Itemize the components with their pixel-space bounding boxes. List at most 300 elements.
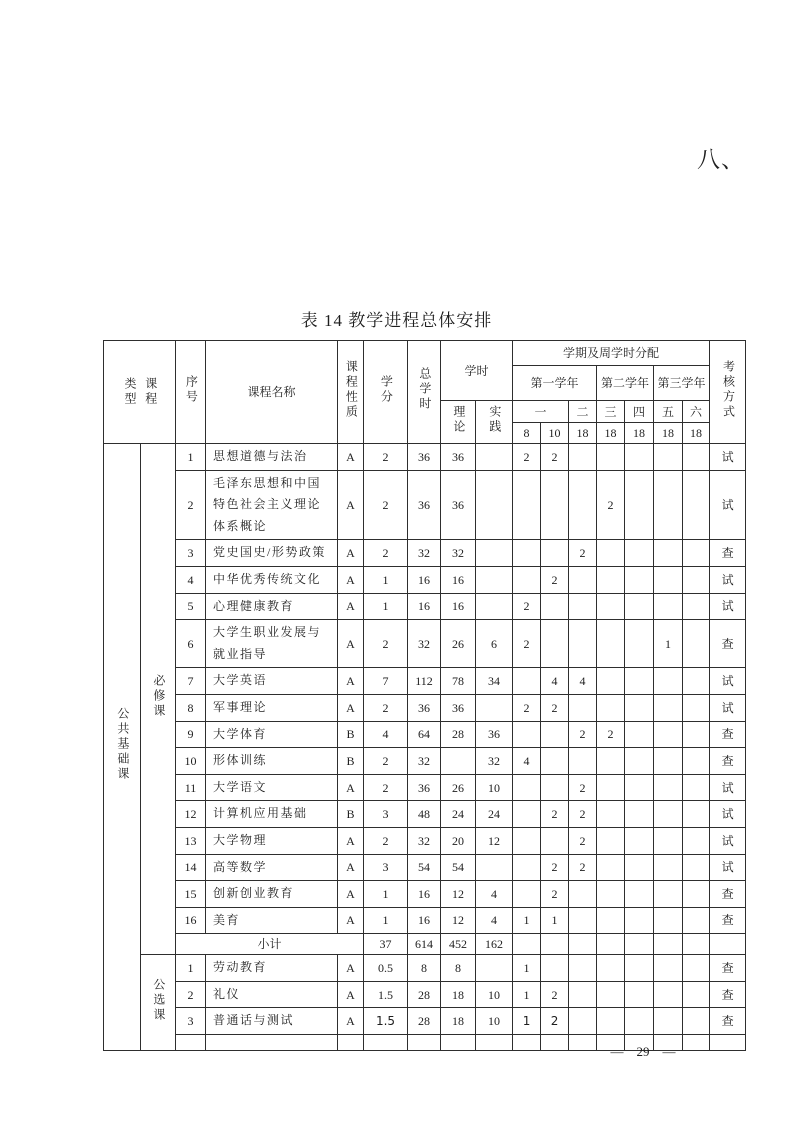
- cell-practice-hours: 10: [476, 774, 513, 801]
- cell-semester-hours: 1: [513, 907, 541, 934]
- cell-no: 7: [176, 668, 206, 695]
- cell-semester-hours: [625, 881, 654, 908]
- cell-no: 9: [176, 721, 206, 748]
- cell-course-name: 大学英语: [206, 668, 338, 695]
- cell-semester-hours: [625, 955, 654, 982]
- cell-semester-hours: [683, 593, 710, 620]
- cell-empty: [408, 1035, 441, 1051]
- cell-exam: 试: [710, 801, 746, 828]
- cell-no: 1: [176, 444, 206, 471]
- cell-exam: 试: [710, 854, 746, 881]
- category-cell-label: 公共基础课: [115, 707, 130, 783]
- cell-semester-hours: [625, 854, 654, 881]
- cell-total-hours: 64: [408, 721, 441, 748]
- table-row: [104, 470, 746, 540]
- cell-theory-hours: 54: [441, 854, 476, 881]
- cell-semester-hours: [541, 748, 569, 775]
- cell-no: 10: [176, 748, 206, 775]
- section-heading: 八、: [697, 147, 745, 172]
- cell-no: 3: [176, 1008, 206, 1035]
- cell-semester-hours: [683, 668, 710, 695]
- cell-semester-hours: [569, 907, 597, 934]
- table-body: [104, 444, 746, 1051]
- cell-exam: 试: [710, 444, 746, 471]
- cell-exam: 试: [710, 668, 746, 695]
- cell-course-name: 大学语文: [206, 774, 338, 801]
- cell-semester-hours: [654, 748, 683, 775]
- header-no: 序号: [176, 341, 206, 444]
- cell-semester-hours: [654, 981, 683, 1008]
- cell-semester-hours: [625, 721, 654, 748]
- cell-semester-hours: [683, 444, 710, 471]
- cell-credits: 2: [364, 470, 408, 540]
- cell-credits: 3: [364, 854, 408, 881]
- cell-semester-hours: [625, 470, 654, 540]
- cell-semester-hours: [683, 934, 710, 955]
- header-weeks-5: 18: [625, 423, 654, 444]
- cell-semester-hours: [597, 566, 625, 593]
- cell-semester-hours: 4: [513, 748, 541, 775]
- cell-semester-hours: 2: [513, 444, 541, 471]
- header-exam-method: 考核方式: [710, 341, 746, 444]
- cell-semester-hours: [654, 854, 683, 881]
- header-weeks-3: 18: [569, 423, 597, 444]
- cell-course-name: 创新创业教育: [206, 881, 338, 908]
- cell-semester-hours: [625, 801, 654, 828]
- cell-nature: A: [338, 540, 364, 567]
- cell-semester-hours: [683, 981, 710, 1008]
- group-cell: [141, 444, 176, 955]
- cell-exam: 试: [710, 566, 746, 593]
- cell-semester-hours: 2: [569, 774, 597, 801]
- header-category-type: 类型: [123, 377, 137, 407]
- cell-course-name: 劳动教育: [206, 955, 338, 982]
- cell-no: 8: [176, 694, 206, 721]
- cell-practice-hours: [476, 470, 513, 540]
- cell-no: 4: [176, 566, 206, 593]
- header-row-1: [104, 341, 746, 366]
- cell-semester-hours: [625, 620, 654, 668]
- cell-nature: A: [338, 827, 364, 854]
- cell-theory-hours: 16: [441, 566, 476, 593]
- cell-practice-hours: [476, 854, 513, 881]
- cell-nature: A: [338, 620, 364, 668]
- cell-credits: 1: [364, 593, 408, 620]
- cell-course-name: 高等数学: [206, 854, 338, 881]
- cell-credits: 4: [364, 721, 408, 748]
- header-course-category: [104, 341, 176, 444]
- cell-semester-hours: 1: [513, 1008, 541, 1035]
- cell-no: 6: [176, 620, 206, 668]
- cell-practice-hours: 162: [476, 934, 513, 955]
- cell-credits: 2: [364, 748, 408, 775]
- cell-semester-hours: [683, 955, 710, 982]
- cell-semester-hours: [683, 801, 710, 828]
- cell-semester-hours: [625, 827, 654, 854]
- cell-nature: A: [338, 593, 364, 620]
- cell-exam: 试: [710, 774, 746, 801]
- cell-semester-hours: [654, 540, 683, 567]
- cell-semester-hours: [654, 566, 683, 593]
- cell-nature: B: [338, 721, 364, 748]
- cell-course-name: 思想道德与法治: [206, 444, 338, 471]
- cell-no: 2: [176, 981, 206, 1008]
- cell-semester-hours: [513, 881, 541, 908]
- cell-semester-hours: [654, 444, 683, 471]
- cell-practice-hours: [476, 694, 513, 721]
- table-row: [104, 827, 746, 854]
- cell-course-name: 军事理论: [206, 694, 338, 721]
- cell-course-name: 心理健康教育: [206, 593, 338, 620]
- cell-semester-hours: 2: [541, 566, 569, 593]
- cell-exam: 查: [710, 721, 746, 748]
- cell-no: 15: [176, 881, 206, 908]
- cell-semester-hours: [597, 593, 625, 620]
- footer-dash-right: —: [662, 1044, 676, 1059]
- cell-total-hours: 8: [408, 955, 441, 982]
- cell-nature: A: [338, 566, 364, 593]
- cell-credits: 2: [364, 620, 408, 668]
- cell-semester-hours: [625, 540, 654, 567]
- cell-semester-hours: [541, 540, 569, 567]
- cell-semester-hours: 2: [597, 721, 625, 748]
- cell-practice-hours: 4: [476, 907, 513, 934]
- cell-empty: [441, 1035, 476, 1051]
- cell-no: 2: [176, 470, 206, 540]
- cell-semester-hours: [625, 1008, 654, 1035]
- header-weeks-4: 18: [597, 423, 625, 444]
- cell-semester-hours: [569, 934, 597, 955]
- table-row: [104, 566, 746, 593]
- cell-total-hours: 54: [408, 854, 441, 881]
- cell-semester-hours: 2: [541, 444, 569, 471]
- cell-credits: 2: [364, 444, 408, 471]
- cell-semester-hours: [569, 1008, 597, 1035]
- cell-semester-hours: [597, 801, 625, 828]
- cell-semester-hours: [683, 566, 710, 593]
- cell-course-name: 形体训练: [206, 748, 338, 775]
- cell-semester-hours: [683, 774, 710, 801]
- cell-semester-hours: 2: [541, 854, 569, 881]
- header-year-2: 第二学年: [597, 366, 654, 401]
- table-row: [104, 1008, 746, 1035]
- header-year-1: 第一学年: [513, 366, 597, 401]
- header-practice: 实践: [476, 401, 513, 444]
- cell-theory-hours: 36: [441, 470, 476, 540]
- cell-semester-hours: [569, 620, 597, 668]
- cell-credits: 2: [364, 694, 408, 721]
- cell-semester-hours: 2: [541, 981, 569, 1008]
- cell-semester-hours: [683, 470, 710, 540]
- cell-total-hours: 112: [408, 668, 441, 695]
- table-row: [104, 881, 746, 908]
- header-weeks-6: 18: [654, 423, 683, 444]
- cell-nature: A: [338, 694, 364, 721]
- header-category-course: 课程: [143, 377, 158, 407]
- cell-exam: 试: [710, 827, 746, 854]
- cell-practice-hours: 10: [476, 981, 513, 1008]
- cell-nature: A: [338, 774, 364, 801]
- header-semester-3: 三: [597, 401, 625, 423]
- cell-semester-hours: 2: [569, 540, 597, 567]
- cell-semester-hours: [625, 566, 654, 593]
- cell-credits: 0.5: [364, 955, 408, 982]
- cell-semester-hours: [654, 694, 683, 721]
- cell-semester-hours: 2: [597, 470, 625, 540]
- cell-theory-hours: 12: [441, 907, 476, 934]
- cell-semester-hours: [569, 470, 597, 540]
- cell-semester-hours: [597, 774, 625, 801]
- cell-nature: A: [338, 1008, 364, 1035]
- table-row: [104, 907, 746, 934]
- table-row: [104, 955, 746, 982]
- cell-theory-hours: 18: [441, 1008, 476, 1035]
- cell-empty: [176, 1035, 206, 1051]
- cell-semester-hours: [625, 774, 654, 801]
- cell-semester-hours: [654, 801, 683, 828]
- cell-credits: 1: [364, 566, 408, 593]
- cell-practice-hours: [476, 444, 513, 471]
- cell-semester-hours: [569, 444, 597, 471]
- header-semester-6: 六: [683, 401, 710, 423]
- cell-semester-hours: 2: [541, 1008, 569, 1035]
- cell-semester-hours: [569, 981, 597, 1008]
- cell-exam: 查: [710, 955, 746, 982]
- header-weeks-1: 8: [513, 423, 541, 444]
- cell-total-hours: 36: [408, 694, 441, 721]
- cell-total-hours: 32: [408, 540, 441, 567]
- cell-course-name: 毛泽东思想和中国特色社会主义理论体系概论: [206, 470, 338, 540]
- cell-semester-hours: [513, 774, 541, 801]
- cell-practice-hours: 36: [476, 721, 513, 748]
- cell-semester-hours: [683, 881, 710, 908]
- cell-semester-hours: 4: [569, 668, 597, 695]
- cell-no: 14: [176, 854, 206, 881]
- cell-semester-hours: [513, 668, 541, 695]
- cell-semester-hours: [654, 470, 683, 540]
- header-theory: 理论: [441, 401, 476, 444]
- cell-semester-hours: [541, 620, 569, 668]
- table-row: [104, 694, 746, 721]
- cell-subtotal-label: 小计: [176, 934, 364, 955]
- cell-theory-hours: 78: [441, 668, 476, 695]
- cell-exam: 查: [710, 540, 746, 567]
- cell-credits: 37: [364, 934, 408, 955]
- header-weeks-7: 18: [683, 423, 710, 444]
- cell-total-hours: 36: [408, 470, 441, 540]
- cell-theory-hours: 36: [441, 444, 476, 471]
- cell-practice-hours: [476, 593, 513, 620]
- cell-semester-hours: [541, 470, 569, 540]
- cell-exam: 查: [710, 620, 746, 668]
- cell-semester-hours: 1: [513, 981, 541, 1008]
- cell-nature: A: [338, 981, 364, 1008]
- cell-course-name: 大学体育: [206, 721, 338, 748]
- cell-semester-hours: [597, 881, 625, 908]
- cell-course-name: 大学物理: [206, 827, 338, 854]
- cell-semester-hours: [654, 721, 683, 748]
- cell-exam: 查: [710, 748, 746, 775]
- cell-semester-hours: [683, 827, 710, 854]
- cell-semester-hours: 2: [541, 881, 569, 908]
- header-nature: 课程性质: [338, 341, 364, 444]
- cell-exam: 试: [710, 593, 746, 620]
- cell-empty: [338, 1035, 364, 1051]
- page-footer: [563, 1044, 723, 1060]
- header-hours: 学时: [441, 341, 513, 401]
- cell-total-hours: 32: [408, 827, 441, 854]
- cell-theory-hours: 12: [441, 881, 476, 908]
- table-row: [104, 668, 746, 695]
- cell-semester-hours: 4: [541, 668, 569, 695]
- cell-theory-hours: 16: [441, 593, 476, 620]
- cell-no: 11: [176, 774, 206, 801]
- cell-theory-hours: 18: [441, 981, 476, 1008]
- cell-credits: 7: [364, 668, 408, 695]
- cell-course-name: 美育: [206, 907, 338, 934]
- cell-theory-hours: [441, 748, 476, 775]
- table-row: [104, 854, 746, 881]
- cell-semester-hours: [625, 981, 654, 1008]
- cell-semester-hours: [683, 620, 710, 668]
- cell-semester-hours: [541, 593, 569, 620]
- cell-theory-hours: 26: [441, 774, 476, 801]
- header-year-3: 第三学年: [654, 366, 710, 401]
- cell-semester-hours: [513, 801, 541, 828]
- cell-credits: 1: [364, 907, 408, 934]
- cell-semester-hours: [597, 1008, 625, 1035]
- cell-practice-hours: 12: [476, 827, 513, 854]
- footer-dash-left: —: [610, 1044, 624, 1059]
- cell-exam: [710, 934, 746, 955]
- cell-semester-hours: 2: [541, 801, 569, 828]
- group-cell-label: 公选课: [151, 977, 166, 1023]
- cell-exam: 试: [710, 470, 746, 540]
- cell-semester-hours: [541, 827, 569, 854]
- cell-semester-hours: [683, 540, 710, 567]
- cell-exam: 查: [710, 907, 746, 934]
- cell-semester-hours: [683, 907, 710, 934]
- header-semester-2: 二: [569, 401, 597, 423]
- cell-semester-hours: [569, 748, 597, 775]
- cell-semester-hours: [654, 955, 683, 982]
- cell-semester-hours: [569, 881, 597, 908]
- cell-semester-hours: [569, 955, 597, 982]
- cell-semester-hours: [569, 694, 597, 721]
- header-semester-1: 一: [513, 401, 569, 423]
- cell-no: 13: [176, 827, 206, 854]
- subtotal-row: [104, 934, 746, 955]
- cell-semester-hours: [625, 444, 654, 471]
- cell-semester-hours: [654, 593, 683, 620]
- cell-semester-hours: [654, 881, 683, 908]
- cell-nature: B: [338, 801, 364, 828]
- cell-semester-hours: [597, 955, 625, 982]
- cell-semester-hours: [654, 668, 683, 695]
- cell-semester-hours: [625, 593, 654, 620]
- cell-semester-hours: [654, 1008, 683, 1035]
- cell-semester-hours: [513, 827, 541, 854]
- cell-theory-hours: 32: [441, 540, 476, 567]
- cell-theory-hours: 8: [441, 955, 476, 982]
- cell-semester-hours: 1: [654, 620, 683, 668]
- cell-semester-hours: [597, 907, 625, 934]
- header-weeks-2: 10: [541, 423, 569, 444]
- cell-semester-hours: 2: [513, 694, 541, 721]
- cell-semester-hours: [597, 668, 625, 695]
- cell-practice-hours: 24: [476, 801, 513, 828]
- cell-semester-hours: [513, 566, 541, 593]
- cell-empty: [513, 1035, 541, 1051]
- cell-total-hours: 36: [408, 444, 441, 471]
- cell-semester-hours: [597, 827, 625, 854]
- table-row: [104, 620, 746, 668]
- cell-semester-hours: [654, 774, 683, 801]
- header-credits: 学分: [364, 341, 408, 444]
- cell-semester-hours: 2: [569, 721, 597, 748]
- cell-no: 1: [176, 955, 206, 982]
- cell-nature: B: [338, 748, 364, 775]
- cell-theory-hours: 28: [441, 721, 476, 748]
- cell-semester-hours: [597, 981, 625, 1008]
- cell-nature: A: [338, 444, 364, 471]
- cell-total-hours: 16: [408, 907, 441, 934]
- table-row: [104, 444, 746, 471]
- cell-total-hours: 16: [408, 566, 441, 593]
- teaching-schedule-table: [103, 340, 746, 1051]
- cell-total-hours: 32: [408, 620, 441, 668]
- cell-no: 16: [176, 907, 206, 934]
- cell-semester-hours: [625, 934, 654, 955]
- cell-course-name: 党史国史/形势政策: [206, 540, 338, 567]
- cell-semester-hours: [541, 774, 569, 801]
- cell-exam: 试: [710, 694, 746, 721]
- cell-semester-hours: [597, 694, 625, 721]
- cell-semester-hours: 1: [541, 907, 569, 934]
- cell-semester-hours: 2: [541, 694, 569, 721]
- cell-practice-hours: 6: [476, 620, 513, 668]
- cell-semester-hours: [569, 593, 597, 620]
- table-row: [104, 981, 746, 1008]
- cell-semester-hours: 2: [569, 854, 597, 881]
- cell-theory-hours: 24: [441, 801, 476, 828]
- cell-empty: [476, 1035, 513, 1051]
- cell-practice-hours: [476, 566, 513, 593]
- cell-semester-hours: [513, 721, 541, 748]
- cell-nature: A: [338, 881, 364, 908]
- cell-total-hours: 16: [408, 593, 441, 620]
- cell-theory-hours: 452: [441, 934, 476, 955]
- cell-semester-hours: [569, 566, 597, 593]
- cell-nature: A: [338, 907, 364, 934]
- cell-semester-hours: [513, 540, 541, 567]
- cell-nature: A: [338, 470, 364, 540]
- cell-course-name: 礼仪: [206, 981, 338, 1008]
- cell-semester-hours: [683, 748, 710, 775]
- table-title: 表 14 教学进程总体安排: [300, 311, 493, 330]
- cell-total-hours: 32: [408, 748, 441, 775]
- group-cell: [141, 955, 176, 1051]
- cell-practice-hours: [476, 955, 513, 982]
- cell-semester-hours: [541, 955, 569, 982]
- cell-theory-hours: 36: [441, 694, 476, 721]
- cell-practice-hours: 34: [476, 668, 513, 695]
- cell-credits: 2: [364, 827, 408, 854]
- cell-nature: A: [338, 955, 364, 982]
- cell-course-name: 大学生职业发展与就业指导: [206, 620, 338, 668]
- cell-course-name: 普通话与测试: [206, 1008, 338, 1035]
- header-semester-4: 四: [625, 401, 654, 423]
